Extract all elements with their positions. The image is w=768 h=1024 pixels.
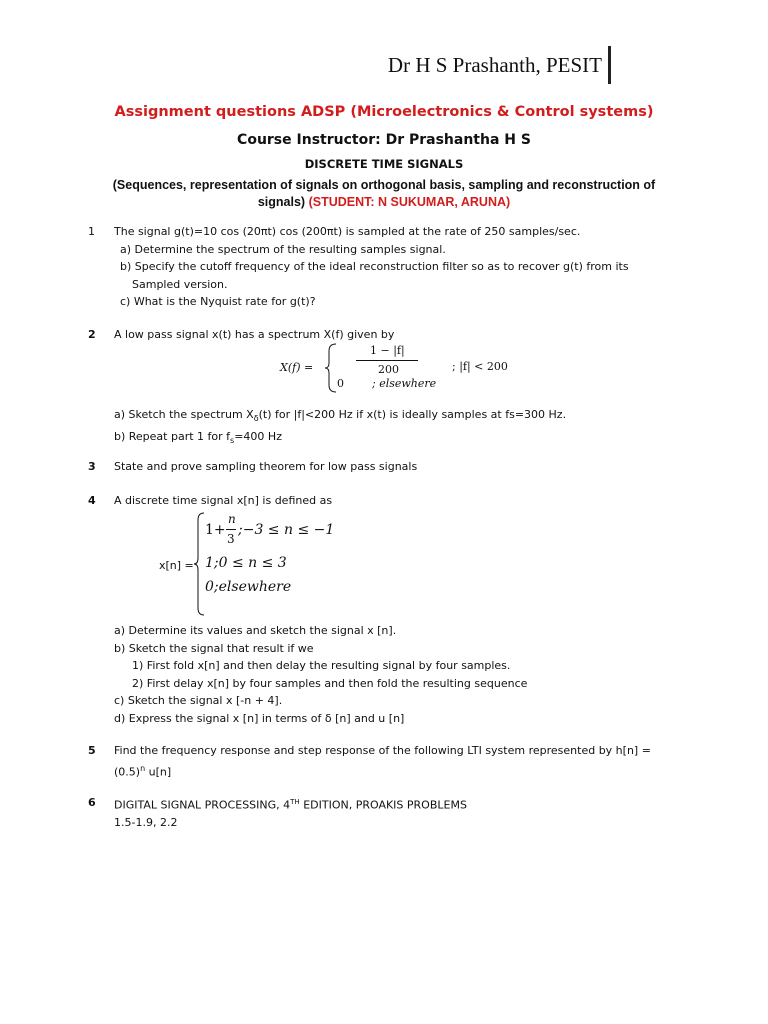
question-number: 1 [88,225,95,238]
subscript: s [230,435,235,445]
question-text: DIGITAL SIGNAL PROCESSING, 4TH EDITION, PROAKIS PROBLEMS [114,798,467,812]
question-part: d) Express the signal x [n] in terms of δ [n] and u [n] [114,711,405,725]
row1-prefix: 1+ [205,522,226,538]
question-part: b) Repeat part 1 for $f_s=400$ Hz [114,429,282,445]
subtitle-students: (STUDENT: N SUKUMAR, ARUNA) [308,195,511,209]
equation-denominator: 200 [378,363,399,376]
equation-condition-1: ; |f| < 200 [452,360,508,373]
row1-numerator: n [228,512,236,526]
equation-value-2: 0 [337,377,344,390]
equation-lhs: x[n] = [159,559,194,572]
subscript: δ [253,414,259,424]
question-5 [88,742,708,781]
header-author: Dr H S Prashanth, PESIT [387,53,602,77]
question-number: 2 [88,328,96,341]
question-6 [88,794,708,832]
row2: 1;0 ≤ n ≤ 3 [205,555,287,571]
page-header [0,48,612,86]
question-2-parts [88,406,708,449]
equation-lhs: X(f) = [280,361,314,374]
question-part: c) Sketch the signal x [-n + 4]. [114,694,283,707]
fraction-bar [356,360,418,361]
question-text: State and prove sampling theorem for low pass signals [114,460,418,473]
question-text: A discrete time signal x[n] is defined as [114,494,333,507]
header-divider [608,46,611,84]
question-text: A low pass signal x(t) has a spectrum X(f) given by [114,328,395,341]
fraction-bar [226,529,236,530]
equation-condition-2: ; elsewhere [372,377,437,390]
question-part: a) Determine the spectrum of the resulting samples signal. [120,242,446,256]
question-part: b) Specify the cutoff frequency of the ideal reconstruction filter so as to recover g(t) from its [120,260,629,273]
question-part: 1) First fold x[n] and then delay the resulting signal by four samples. [132,659,511,672]
question-part: a) Determine its values and sketch the signal x [n]. [114,624,397,637]
row1-condition: ;−3 ≤ n ≤ −1 [238,522,335,538]
question-1 [88,223,708,311]
question-4-parts [88,622,708,727]
document-title: Assignment questions ADSP (Microelectronics & Control systems) [114,104,654,120]
superscript: n [140,763,146,773]
course-instructor: Course Instructor: Dr Prashantha H S [237,132,531,148]
question-text: The signal g(t)=10 cos (20πt) cos (200πt) is sampled at the rate of 250 samples/sec. [114,225,581,238]
superscript: TH [290,798,300,806]
question-part: Sampled version. [132,277,228,291]
topic-heading: DISCRETE TIME SIGNALS [304,157,464,171]
question-3 [88,458,708,476]
topic-subtitle [100,177,668,211]
question-2 [88,326,708,344]
question-part: c) What is the Nyquist rate for g(t)? [120,295,316,308]
row1-denominator: 3 [227,532,235,546]
question-part: b) Sketch the signal that result if we [114,641,314,655]
question-part: a) Sketch the spectrum $X_\delta(t)$ for |f|<200 Hz if x(t) is ideally samples at fs=300 Hz. [114,408,567,424]
subtitle-text: (Sequences, representation of signals on orthogonal basis, sampling and reconstruction of signals) [112,178,656,209]
question-formula: $(0.5)^n$ u[n] [114,763,172,779]
question-number: 3 [88,460,96,473]
question-part: 2) First delay x[n] by four samples and then fold the resulting sequence [132,676,528,690]
question-4 [88,492,708,510]
question-text: Find the frequency response and step response of the following LTI system represented by h[n] = [114,744,651,757]
question-number: 4 [88,494,96,507]
row3: 0;elsewhere [205,579,292,595]
question-line: 1.5-1.9, 2.2 [114,816,178,830]
question-number: 5 [88,744,96,757]
equation-numerator: 1 − |f| [370,344,405,357]
question-number: 6 [88,796,96,809]
